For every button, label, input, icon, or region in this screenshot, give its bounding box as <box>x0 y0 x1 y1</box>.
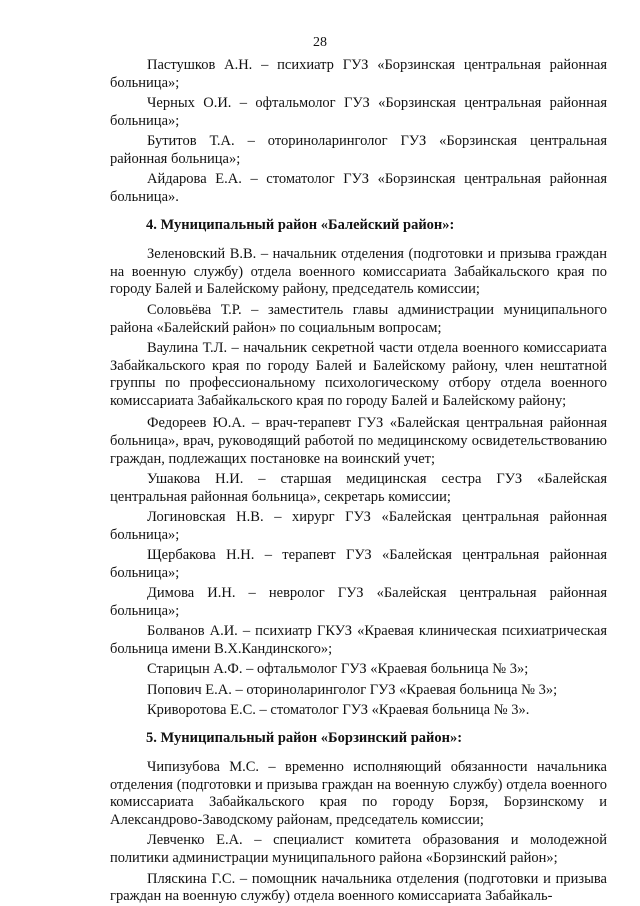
entry-solovyova: Соловьёва Т.Р. – заместитель главы администрации муниципального района «Балейский район» по социальным вопросам; <box>110 301 607 336</box>
top-entries <box>110 57 607 207</box>
entry-krivorotova: Криворотова Е.С. – стоматолог ГУЗ «Краевая больница № 3». <box>147 702 530 718</box>
entry-shcherbakova: Щербакова Н.Н. – терапевт ГУЗ «Балейская центральная районная больница»; <box>110 547 607 581</box>
entry-aidarova: Айдарова Е.А. – стоматолог ГУЗ «Борзинская центральная районная больница». <box>110 171 607 206</box>
section-4-list <box>110 246 607 720</box>
entry-bolvanov: Болванов А.И. – психиатр ГКУЗ «Краевая клиническая психиатрическая больница имени В.Х.Кандинского»; <box>110 623 607 658</box>
entry-dimova: Димова И.Н. – невролог ГУЗ «Балейская центральная районная больница»; <box>110 585 607 620</box>
entry-butitov: Бутитов Т.А. – оториноларинголог ГУЗ «Борзинская центральная районная больница»; <box>110 133 607 167</box>
page-number: 28 <box>313 35 327 50</box>
section-5-heading: 5. Муниципальный район «Борзинский район»: <box>146 729 463 746</box>
section-4-heading: 4. Муниципальный район «Балейский район»: <box>146 216 455 233</box>
entry-ushakova: Ушакова Н.И. – старшая медицинская сестра ГУЗ «Балейская центральная районная больница», секретарь комиссии; <box>110 470 607 505</box>
entry-pastushkov: Пастушков А.Н. – психиатр ГУЗ «Борзинская центральная районная больница»; <box>110 57 607 91</box>
entry-loginovskaya: Логиновская Н.В. – хирург ГУЗ «Балейская центральная районная больница»; <box>110 509 607 543</box>
entry-zelenovsky: Зеленовский В.В. – начальник отделения (подготовки и призыва граждан на военную службу) отдела военного комиссариата Забайкальского края по городу Балей и Балейскому району, председатель комиссии; <box>110 245 607 298</box>
entry-staritsyn: Старицын А.Ф. – офтальмолог ГУЗ «Краевая больница № 3»; <box>147 661 529 678</box>
entry-levchenko: Левченко Е.А. – специалист комитета образования и молодежной политики администрации муниципального района «Борзинский район»; <box>110 832 607 867</box>
document-body <box>110 57 607 906</box>
entry-chipizubova: Чипизубова М.С. – временно исполняющий обязанности начальника отделения (подготовки и призыва граждан на военную службу) отдела военного комиссариата Забайкальского края по городу Борзя, Борзинскому и Александрово-Заводскому районам, председатель комиссии; <box>110 758 607 829</box>
entry-fedoreev: Федореев Ю.А. – врач-терапевт ГУЗ «Балейская центральная районная больница», врач, руководящий работой по медицинскому освидетельствованию граждан, подлежащих постановке на воинский учет; <box>110 415 607 467</box>
entry-popovich: Попович Е.А. – оториноларинголог ГУЗ «Краевая больница № 3»; <box>147 681 558 698</box>
section-5-list <box>110 759 607 906</box>
entry-vaulina: Ваулина Т.Л. – начальник секретной части отдела военного комиссариата Забайкальского края по городу Балей и Балейскому району, член нештатной группы по профессиональному психологическому отбору отдела военного комиссариата Забайкальского края по городу Балей и Балейскому району; <box>110 339 607 410</box>
entry-plyaskina: Пляскина Г.С. – помощник начальника отделения (подготовки и призыва граждан на военную службу) отдела военного комиссариата Забайкаль- <box>110 870 607 905</box>
entry-chernykh: Черных О.И. – офтальмолог ГУЗ «Борзинская центральная районная больница»; <box>110 95 607 129</box>
